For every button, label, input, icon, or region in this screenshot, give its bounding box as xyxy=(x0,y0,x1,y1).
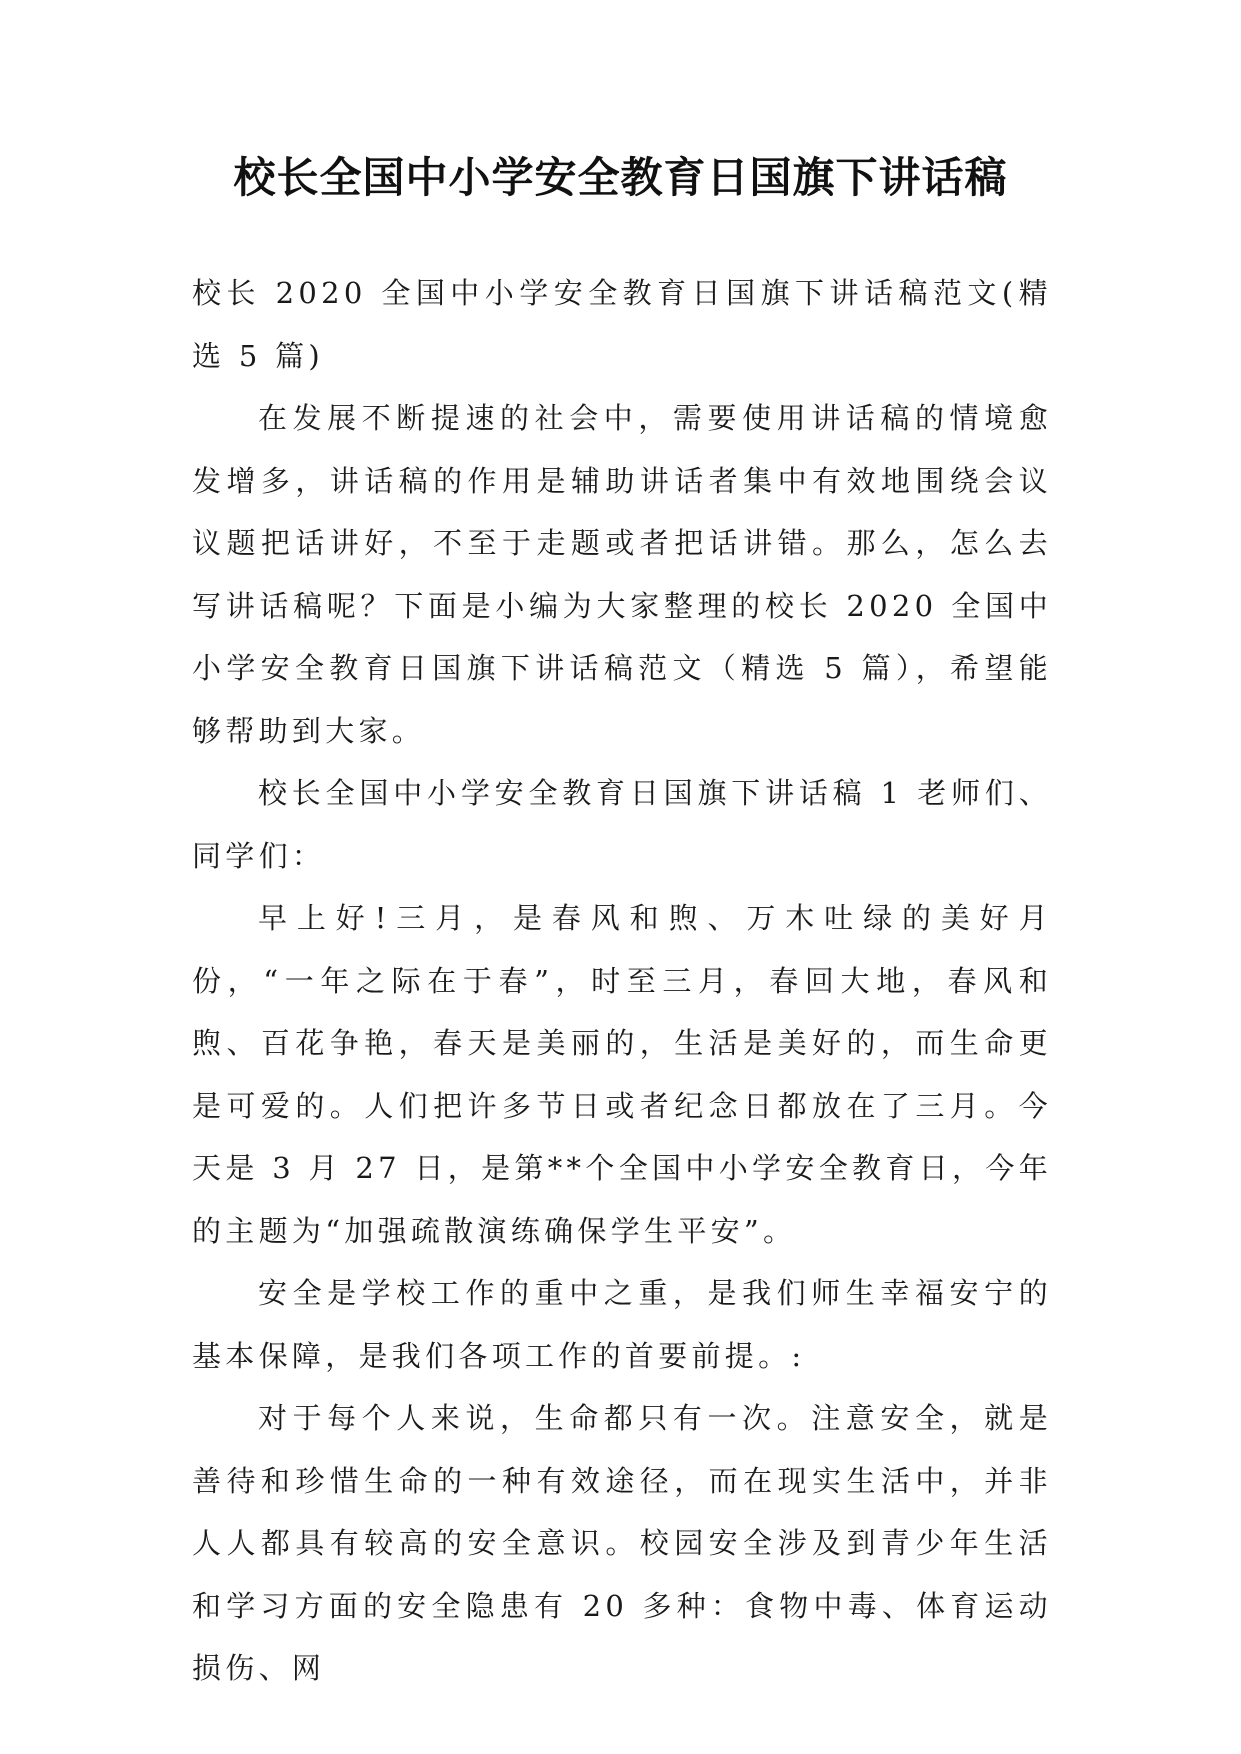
subtitle-paragraph: 校长 2020 全国中小学安全教育日国旗下讲话稿范文(精选 5 篇) xyxy=(192,276,1052,373)
speech-heading-paragraph: 校长全国中小学安全教育日国旗下讲话稿 1 老师们、同学们： xyxy=(192,776,1052,873)
intro-paragraph: 在发展不断提速的社会中，需要使用讲话稿的情境愈发增多，讲话稿的作用是辅助讲话者集中有效地围绕会议议题把话讲好，不至于走题或者把话讲错。那么，怎么去写讲话稿呢？下面是小编为大家整理的校长 2020 全国中小学安全教育日国旗下讲话稿范文（精选 5 篇），希望能够帮助到大家。 xyxy=(192,401,1052,748)
document-body xyxy=(192,262,1052,1700)
greeting-paragraph: 早上好!三月，是春风和煦、万木吐绿的美好月份，“一年之际在于春”，时至三月，春回大地，春风和煦、百花争艳，春天是美丽的，生活是美好的，而生命更是可爱的。人们把许多节日或者纪念日都放在了三月。今天是 3 月 27 日，是第**个全国中小学安全教育日，今年的主题为“加强疏散演练确保学生平安”。 xyxy=(192,901,1052,1248)
safety-priority-paragraph: 安全是学校工作的重中之重，是我们师生幸福安宁的基本保障，是我们各项工作的首要前提。: xyxy=(192,1276,1052,1373)
document-title: 校长全国中小学安全教育日国旗下讲话稿 xyxy=(233,153,1008,202)
life-safety-paragraph: 对于每个人来说，生命都只有一次。注意安全，就是善待和珍惜生命的一种有效途径，而在现实生活中，并非人人都具有较高的安全意识。校园安全涉及到青少年生活和学习方面的安全隐患有 20 多种：食物中毒、体育运动损伤、网 xyxy=(192,1401,1052,1685)
